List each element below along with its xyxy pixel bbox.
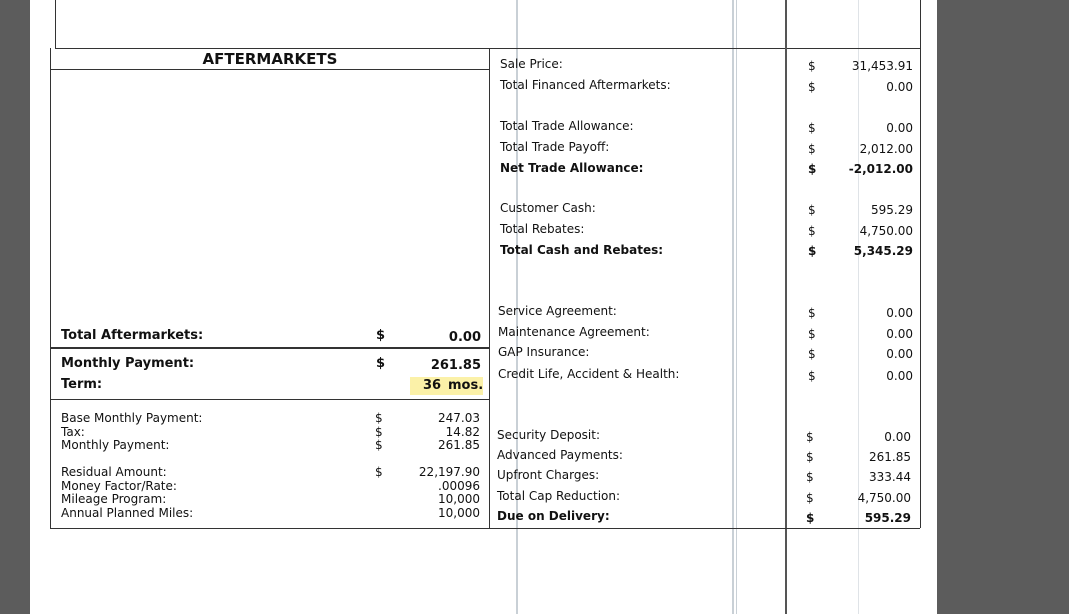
table-rule — [50, 48, 51, 528]
total-financed-aftermarkets-label: Total Financed Aftermarkets: — [500, 78, 671, 92]
total-financed-aftermarkets-value: 0.00 — [886, 80, 913, 94]
total-aftermarkets-currency: $ — [376, 328, 386, 343]
upfront-charges-value: 333.44 — [869, 470, 911, 484]
residual-amount-currency: $ — [375, 465, 383, 479]
table-rule — [50, 528, 920, 529]
table-rule — [920, 0, 921, 528]
total-rebates-currency: $ — [808, 224, 816, 238]
gap-insurance-currency: $ — [808, 347, 816, 361]
table-rule — [50, 399, 490, 400]
lease-terms-values — [400, 466, 480, 520]
advanced-payments-currency: $ — [806, 450, 814, 464]
customer-cash-value: 595.29 — [871, 203, 913, 217]
security-deposit-label: Security Deposit: — [497, 428, 601, 442]
monthly-payment-breakdown-currency: $ — [375, 438, 383, 452]
due-on-delivery-currency: $ — [806, 511, 815, 525]
left-margin — [0, 0, 30, 614]
monthly-payment-currency: $ — [376, 356, 386, 371]
customer-cash-currency: $ — [808, 203, 816, 217]
term-value: 36 — [423, 378, 442, 393]
credit-life-label: Credit Life, Accident & Health: — [498, 367, 680, 381]
credit-life-value: 0.00 — [886, 369, 913, 383]
residual-amount-label: Residual Amount: — [61, 465, 167, 479]
total-aftermarkets-value: 0.00 — [448, 330, 481, 345]
net-trade-allowance-label: Net Trade Allowance: — [500, 161, 644, 175]
customer-cash-label: Customer Cash: — [500, 201, 596, 215]
table-rule — [785, 0, 787, 614]
base-monthly-payment-label: Base Monthly Payment: — [61, 411, 203, 425]
total-cap-reduction-value: 4,750.00 — [857, 491, 911, 505]
sale-price-currency: $ — [808, 59, 816, 73]
right-margin — [937, 0, 1069, 614]
total-trade-payoff-label: Total Trade Payoff: — [500, 140, 610, 154]
scan-line — [736, 0, 737, 614]
total-rebates-value: 4,750.00 — [859, 224, 913, 238]
monthly-payment-label: Monthly Payment: — [61, 356, 195, 371]
payment-breakdown-values — [400, 412, 480, 453]
scan-line — [732, 0, 734, 614]
total-financed-aftermarkets-currency: $ — [808, 80, 816, 94]
sale-price-label: Sale Price: — [500, 57, 563, 71]
table-rule — [489, 48, 490, 528]
payment-breakdown-labels — [61, 412, 202, 453]
total-cash-rebates-value: 5,345.29 — [853, 244, 913, 258]
base-monthly-payment-currency: $ — [375, 411, 383, 425]
due-on-delivery-label: Due on Delivery: — [497, 509, 610, 523]
credit-life-currency: $ — [808, 369, 816, 383]
total-trade-allowance-currency: $ — [808, 121, 816, 135]
upfront-charges-currency: $ — [806, 470, 814, 484]
upfront-charges-label: Upfront Charges: — [497, 468, 600, 482]
monthly-payment-breakdown-value: 261.85 — [438, 438, 480, 452]
net-trade-allowance-value: -2,012.00 — [848, 162, 913, 176]
term-label: Term: — [61, 377, 103, 392]
total-trade-allowance-label: Total Trade Allowance: — [500, 119, 634, 133]
gap-insurance-label: GAP Insurance: — [498, 345, 590, 359]
maintenance-agreement-value: 0.00 — [886, 327, 913, 341]
total-cash-rebates-currency: $ — [808, 244, 817, 258]
total-cash-rebates-label: Total Cash and Rebates: — [500, 243, 664, 257]
mileage-program-value: 10,000 — [438, 492, 480, 506]
lease-terms-currencies — [375, 466, 383, 480]
total-cap-reduction-currency: $ — [806, 491, 814, 505]
total-cap-reduction-label: Total Cap Reduction: — [497, 489, 621, 503]
tax-label: Tax: — [61, 424, 85, 439]
total-rebates-label: Total Rebates: — [500, 222, 585, 236]
security-deposit-currency: $ — [806, 430, 814, 444]
total-trade-allowance-value: 0.00 — [886, 121, 913, 135]
term-unit: mos. — [448, 378, 484, 393]
security-deposit-value: 0.00 — [884, 430, 911, 444]
lease-terms-labels — [61, 466, 193, 520]
table-rule — [50, 69, 490, 70]
document-page — [30, 0, 937, 614]
gap-insurance-value: 0.00 — [886, 347, 913, 361]
base-monthly-payment-value: 247.03 — [438, 411, 480, 425]
money-factor-label: Money Factor/Rate: — [61, 478, 177, 493]
monthly-payment-value: 261.85 — [430, 358, 481, 373]
table-rule — [55, 48, 921, 49]
service-agreement-label: Service Agreement: — [498, 304, 617, 318]
sale-price-value: 31,453.91 — [851, 59, 913, 73]
mileage-program-label: Mileage Program: — [61, 492, 167, 506]
aftermarkets-title: AFTERMARKETS — [202, 50, 338, 68]
money-factor-value: .00096 — [438, 478, 480, 493]
tax-value: 14.82 — [445, 424, 480, 439]
net-trade-allowance-currency: $ — [808, 162, 817, 176]
annual-planned-miles-value: 10,000 — [438, 505, 480, 520]
residual-amount-value: 22,197.90 — [418, 465, 480, 479]
service-agreement-currency: $ — [808, 306, 816, 320]
service-agreement-value: 0.00 — [886, 306, 913, 320]
table-rule — [50, 347, 490, 349]
monthly-payment-breakdown-label: Monthly Payment: — [61, 438, 170, 452]
maintenance-agreement-label: Maintenance Agreement: — [498, 325, 650, 339]
total-aftermarkets-label: Total Aftermarkets: — [61, 328, 204, 343]
due-on-delivery-value: 595.29 — [864, 511, 911, 525]
annual-planned-miles-label: Annual Planned Miles: — [61, 505, 194, 520]
table-rule — [55, 0, 56, 48]
tax-currency: $ — [375, 424, 383, 439]
maintenance-agreement-currency: $ — [808, 327, 816, 341]
payment-breakdown-currencies — [375, 412, 383, 453]
advanced-payments-value: 261.85 — [869, 450, 911, 464]
advanced-payments-label: Advanced Payments: — [497, 448, 623, 462]
total-trade-payoff-value: 2,012.00 — [859, 142, 913, 156]
total-trade-payoff-currency: $ — [808, 142, 816, 156]
